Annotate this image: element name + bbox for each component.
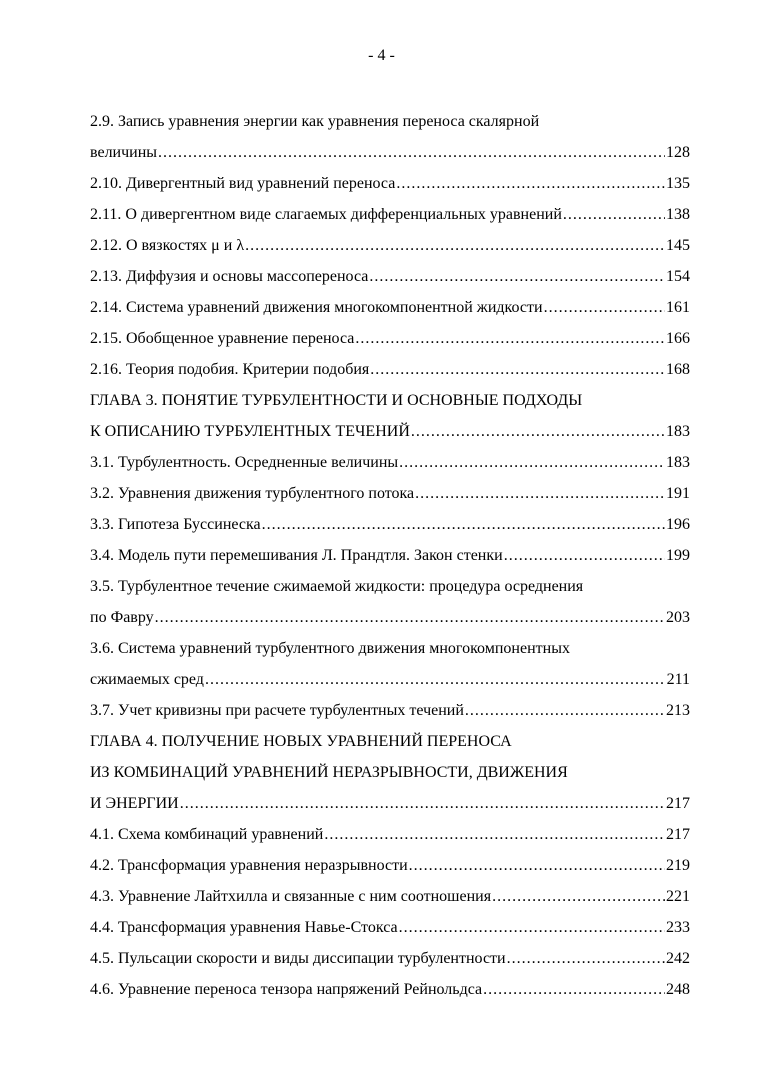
toc-entry-line <box>90 943 690 974</box>
toc-entry-line <box>90 819 690 850</box>
toc-page-number: 196 <box>666 516 690 533</box>
toc-leader-dots <box>465 695 665 726</box>
toc-entry <box>90 943 690 974</box>
toc-entry-line <box>90 912 690 943</box>
toc-entry-title: 4.5. Пульсации скорости и виды диссипации турбулентности <box>90 950 506 967</box>
toc-entry-title: 2.9. Запись уравнения энергии как уравнения переноса скалярной <box>90 113 540 130</box>
toc-entry-title: 2.15. Обобщенное уравнение переноса <box>90 330 355 347</box>
toc-entry-line <box>90 602 690 633</box>
toc-page-number: 221 <box>666 888 690 905</box>
toc-entry-title: 4.3. Уравнение Лайтхилла и связанные с ним соотношения <box>90 888 492 905</box>
toc-entry-title: 3.7. Учет кривизны при расчете турбулентных течений <box>90 702 464 719</box>
toc-entry-line <box>90 385 690 416</box>
toc-entry-line <box>90 881 690 912</box>
toc-entry-line <box>90 106 690 137</box>
toc-leader-dots <box>409 850 665 881</box>
toc-page-number: 217 <box>666 795 690 812</box>
toc-entry <box>90 912 690 943</box>
toc-leader-dots <box>492 881 665 912</box>
toc-entry-line <box>90 974 690 1005</box>
toc-entry-title: 3.1. Турбулентность. Осредненные величины <box>90 454 399 471</box>
toc-entry <box>90 819 690 850</box>
toc-leader-dots <box>415 478 665 509</box>
toc-leader-dots <box>158 137 665 168</box>
toc-page-number: 135 <box>666 175 690 192</box>
toc-leader-dots <box>507 943 665 974</box>
toc-entry <box>90 292 690 323</box>
toc-leader-dots <box>262 509 665 540</box>
toc-entry <box>90 261 690 292</box>
toc-leader-dots <box>399 912 665 943</box>
toc-entry <box>90 974 690 1005</box>
toc-leader-dots <box>245 230 665 261</box>
toc-page-number: 199 <box>666 547 690 564</box>
toc-page-number: 211 <box>666 671 690 688</box>
toc-leader-dots <box>370 354 665 385</box>
toc-entry <box>90 850 690 881</box>
toc-entry-line <box>90 571 690 602</box>
toc-entry-line <box>90 168 690 199</box>
toc-entry-line <box>90 850 690 881</box>
toc-leader-dots <box>155 602 665 633</box>
toc-page-number: 248 <box>666 981 690 998</box>
toc-entry-line <box>90 540 690 571</box>
toc-page-number: 233 <box>666 919 690 936</box>
toc-entry-title: 2.16. Теория подобия. Критерии подобия <box>90 361 370 378</box>
toc-page-number: 191 <box>666 485 690 502</box>
toc-entry-title: 2.11. О дивергентном виде слагаемых дифференциальных уравнений <box>90 206 562 223</box>
toc-entry <box>90 168 690 199</box>
toc-entry <box>90 106 690 168</box>
toc-entry-title: 2.13. Диффузия и основы массопереноса <box>90 268 369 285</box>
toc-leader-dots <box>396 168 665 199</box>
toc-entry <box>90 881 690 912</box>
toc-entry-line <box>90 695 690 726</box>
toc-entry <box>90 478 690 509</box>
toc-leader-dots <box>399 447 665 478</box>
toc-entry <box>90 230 690 261</box>
toc-entry <box>90 695 690 726</box>
toc-entry <box>90 447 690 478</box>
toc-entry <box>90 726 690 819</box>
toc-page-number: 242 <box>666 950 690 967</box>
toc-page-number: 213 <box>666 702 690 719</box>
toc-entry-title: 3.2. Уравнения движения турбулентного потока <box>90 485 415 502</box>
toc-leader-dots <box>563 199 665 230</box>
toc-entry-title: 2.14. Система уравнений движения многокомпонентной жидкости <box>90 299 543 316</box>
toc-entry <box>90 633 690 695</box>
toc-entry-title: 2.10. Дивергентный вид уравнений переноса <box>90 175 396 192</box>
toc-page-number: 183 <box>666 454 690 471</box>
toc-entry-line <box>90 230 690 261</box>
toc-entry-line <box>90 354 690 385</box>
toc-entry-title: 3.3. Гипотеза Буссинеска <box>90 516 261 533</box>
toc-entry <box>90 385 690 447</box>
toc-entry-title: 3.4. Модель пути перемешивания Л. Прандтля. Закон стенки <box>90 547 503 564</box>
toc-page-number: 168 <box>666 361 690 378</box>
toc-entry-line <box>90 726 690 757</box>
toc-entry-line <box>90 292 690 323</box>
toc-entry-title: 4.1. Схема комбинаций уравнений <box>90 826 324 843</box>
toc-page-number: 166 <box>666 330 690 347</box>
toc-entry-title: 2.12. О вязкостях μ и λ <box>90 237 245 254</box>
toc-entry <box>90 509 690 540</box>
toc-entry-line <box>90 664 690 695</box>
toc-entry-title: И ЭНЕРГИИ <box>90 795 179 812</box>
toc-leader-dots <box>504 540 665 571</box>
toc-entry-title: 4.4. Трансформация уравнения Навье-Стокса <box>90 919 398 936</box>
toc-page-number: 203 <box>666 609 690 626</box>
toc-leader-dots <box>544 292 665 323</box>
toc-leader-dots <box>369 261 665 292</box>
toc-page-number: 138 <box>666 206 690 223</box>
toc-entry-title: сжимаемых сред <box>90 671 204 688</box>
toc-entry-line <box>90 633 690 664</box>
toc-entry-line <box>90 509 690 540</box>
toc-page-number: 145 <box>666 237 690 254</box>
toc-entry <box>90 199 690 230</box>
toc-entry-line <box>90 137 690 168</box>
toc-entry-title: величины <box>90 144 158 161</box>
toc-leader-dots <box>180 788 665 819</box>
toc-entry-line <box>90 788 690 819</box>
page-number: - 4 - <box>368 47 395 64</box>
toc-entry-line <box>90 323 690 354</box>
toc-entry-title: ГЛАВА 3. ПОНЯТИЕ ТУРБУЛЕНТНОСТИ И ОСНОВНЫЕ ПОДХОДЫ <box>90 392 583 409</box>
toc-entry-line <box>90 416 690 447</box>
toc-page-number: 128 <box>666 144 690 161</box>
toc-entry-title: 4.6. Уравнение переноса тензора напряжений Рейнольдса <box>90 981 483 998</box>
toc-entry-title: ГЛАВА 4. ПОЛУЧЕНИЕ НОВЫХ УРАВНЕНИЙ ПЕРЕНОСА <box>90 733 512 750</box>
toc-entry-line <box>90 447 690 478</box>
toc-entry-line <box>90 757 690 788</box>
toc-entry-title: К ОПИСАНИЮ ТУРБУЛЕНТНЫХ ТЕЧЕНИЙ <box>90 423 410 440</box>
toc-entry <box>90 540 690 571</box>
toc-leader-dots <box>483 974 665 1005</box>
table-of-contents <box>90 106 690 1005</box>
toc-entry-line <box>90 199 690 230</box>
toc-leader-dots <box>411 416 665 447</box>
toc-page-number: 154 <box>666 268 690 285</box>
toc-leader-dots <box>205 664 666 695</box>
toc-entry-title: 3.5. Турбулентное течение сжимаемой жидкости: процедура осреднения <box>90 578 584 595</box>
toc-leader-dots <box>324 819 665 850</box>
toc-leader-dots <box>355 323 665 354</box>
toc-entry-title: 3.6. Система уравнений турбулентного движения многокомпонентных <box>90 640 570 657</box>
toc-page-number: 161 <box>666 299 690 316</box>
toc-entry-title: ИЗ КОМБИНАЦИЙ УРАВНЕНИЙ НЕРАЗРЫВНОСТИ, ДВИЖЕНИЯ <box>90 764 568 781</box>
toc-entry-line <box>90 261 690 292</box>
toc-entry <box>90 354 690 385</box>
toc-page-number: 217 <box>666 826 690 843</box>
toc-entry-title: 4.2. Трансформация уравнения неразрывности <box>90 857 408 874</box>
toc-entry <box>90 571 690 633</box>
toc-page-number: 219 <box>666 857 690 874</box>
toc-entry-line <box>90 478 690 509</box>
toc-entry <box>90 323 690 354</box>
toc-page-number: 183 <box>666 423 690 440</box>
toc-entry-title: по Фавру <box>90 609 154 626</box>
